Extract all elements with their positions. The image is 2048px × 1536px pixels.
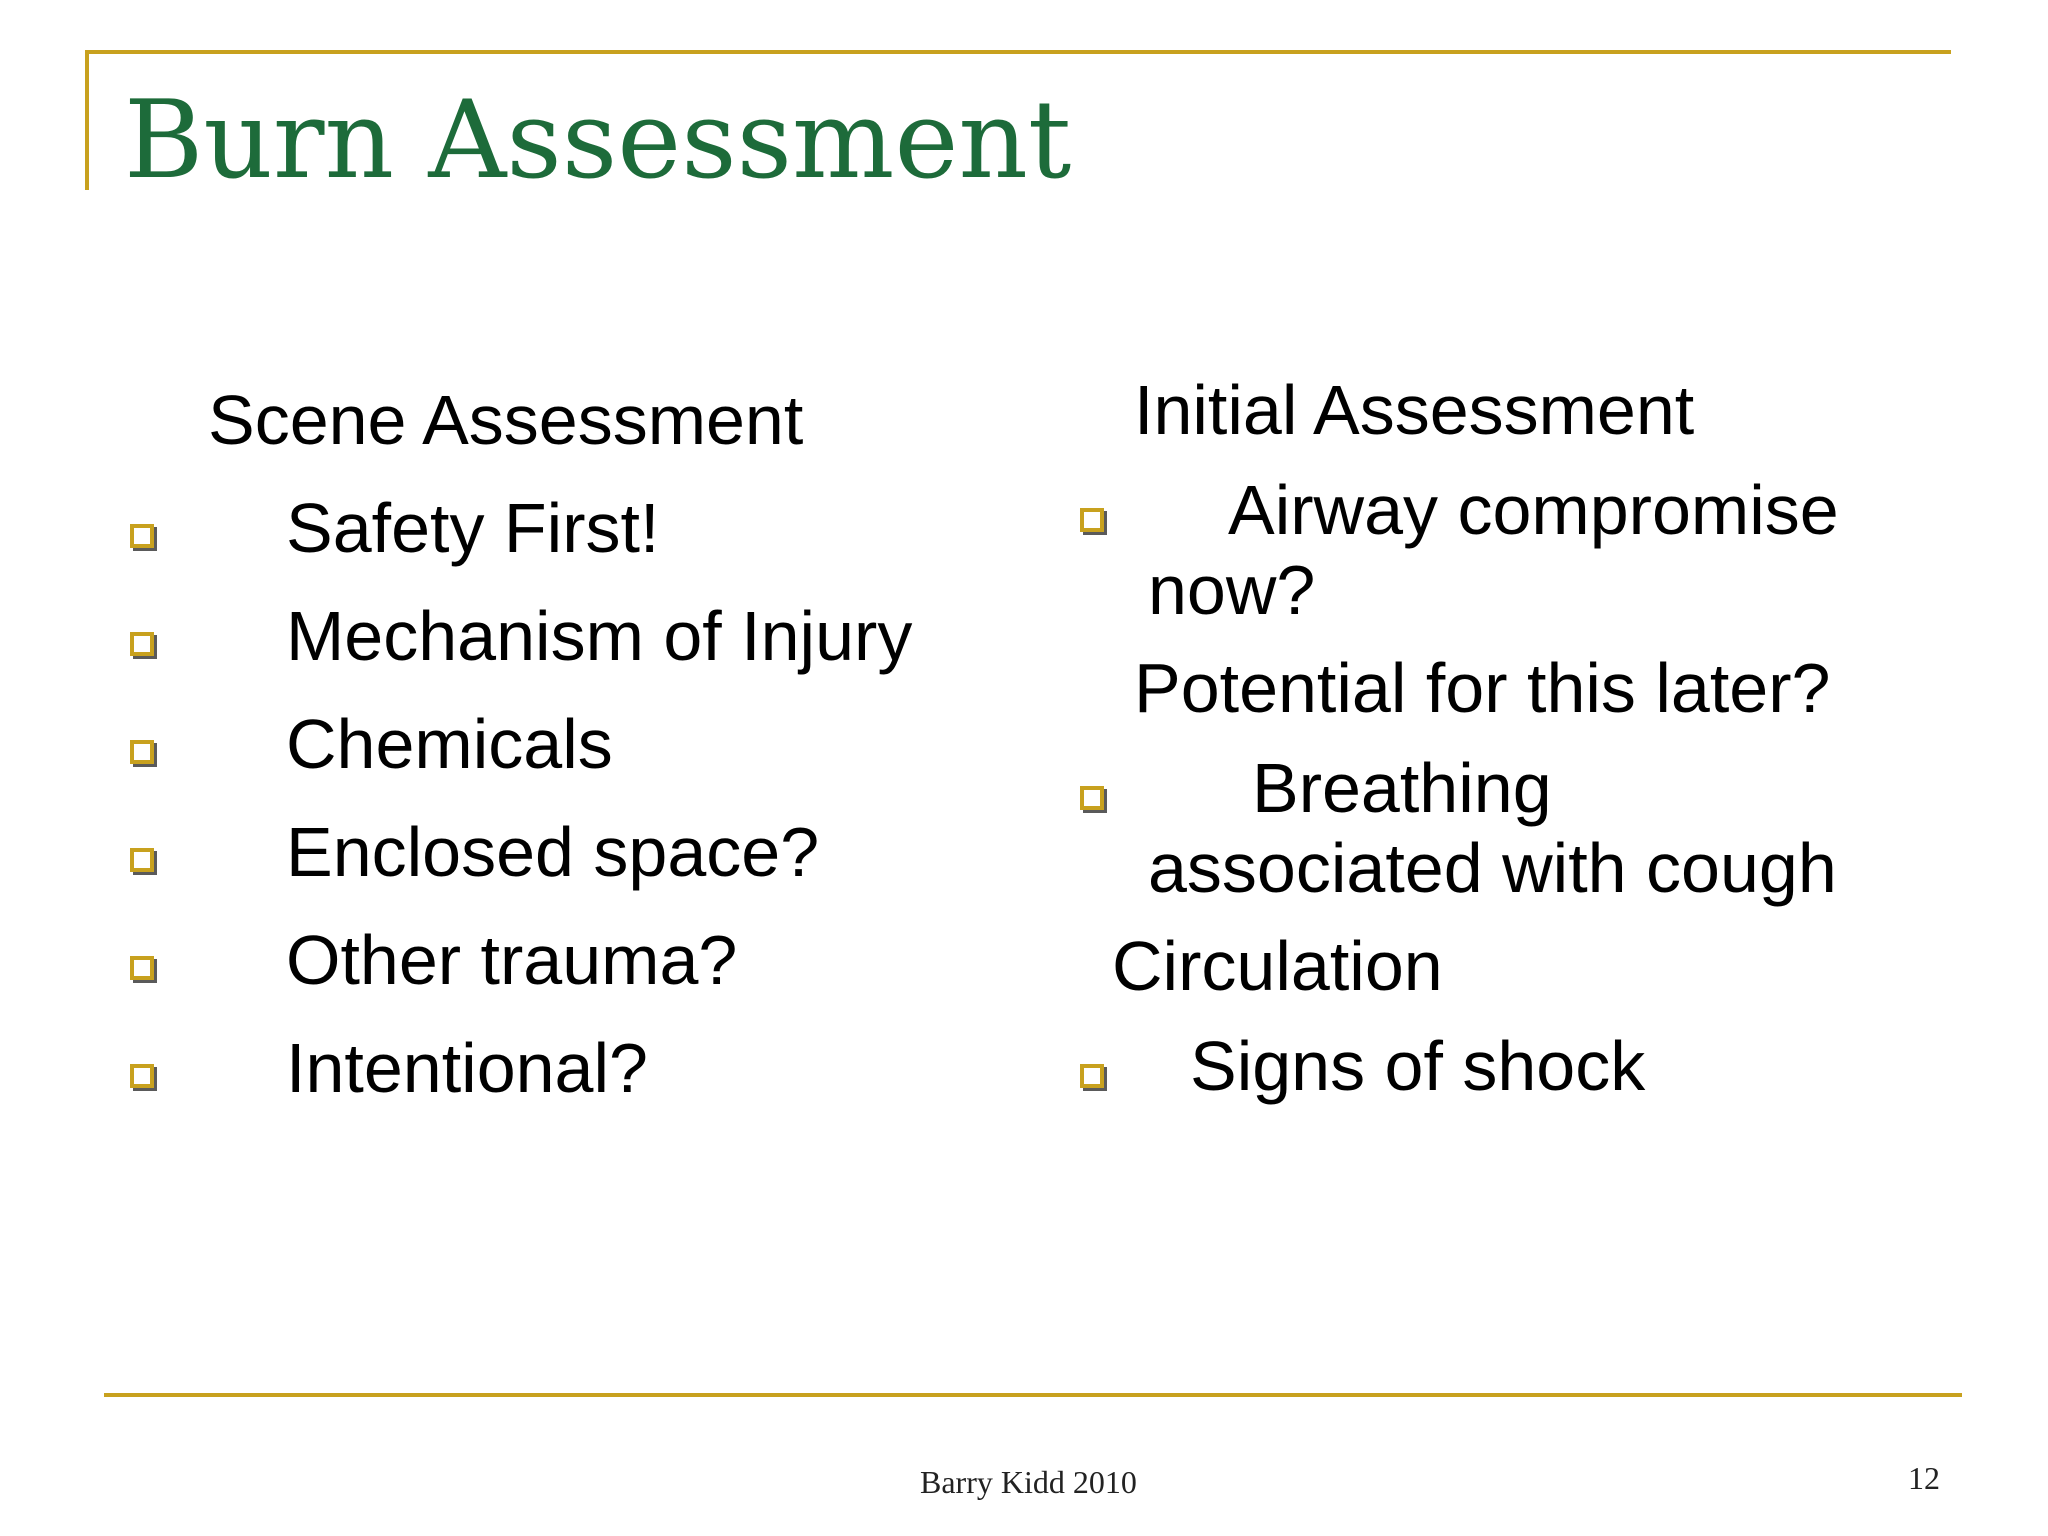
list-item: Safety First!: [286, 489, 660, 567]
slide-title: Burn Assessment: [124, 78, 1072, 203]
airway-line-2: now?: [1148, 551, 1316, 629]
page-number: 12: [1908, 1460, 1940, 1496]
checkbox-bullet-icon: [1080, 508, 1104, 532]
list-item: Mechanism of Injury: [286, 597, 913, 675]
breathing-line-1: Breathing: [1252, 749, 1552, 827]
potential-later: Potential for this later?: [1134, 649, 1831, 727]
footer-author: Barry Kidd 2010: [920, 1464, 1137, 1500]
list-item: Enclosed space?: [286, 813, 820, 891]
signs-of-shock: Signs of shock: [1190, 1027, 1646, 1105]
circulation-heading: Circulation: [1112, 927, 1443, 1005]
airway-line-1: Airway compromise: [1228, 471, 1839, 549]
initial-assessment-heading: Initial Assessment: [1134, 371, 1695, 449]
list-item: Intentional?: [286, 1029, 648, 1107]
scene-assessment-heading: Scene Assessment: [208, 381, 804, 459]
breathing-line-2: associated with cough: [1148, 829, 1837, 907]
bottom-rule: [104, 1393, 1962, 1397]
checkbox-bullet-icon: [1080, 786, 1104, 810]
checkbox-bullet-icon: [1080, 1064, 1104, 1088]
list-item: Chemicals: [286, 705, 613, 783]
list-item: Other trauma?: [286, 921, 738, 999]
